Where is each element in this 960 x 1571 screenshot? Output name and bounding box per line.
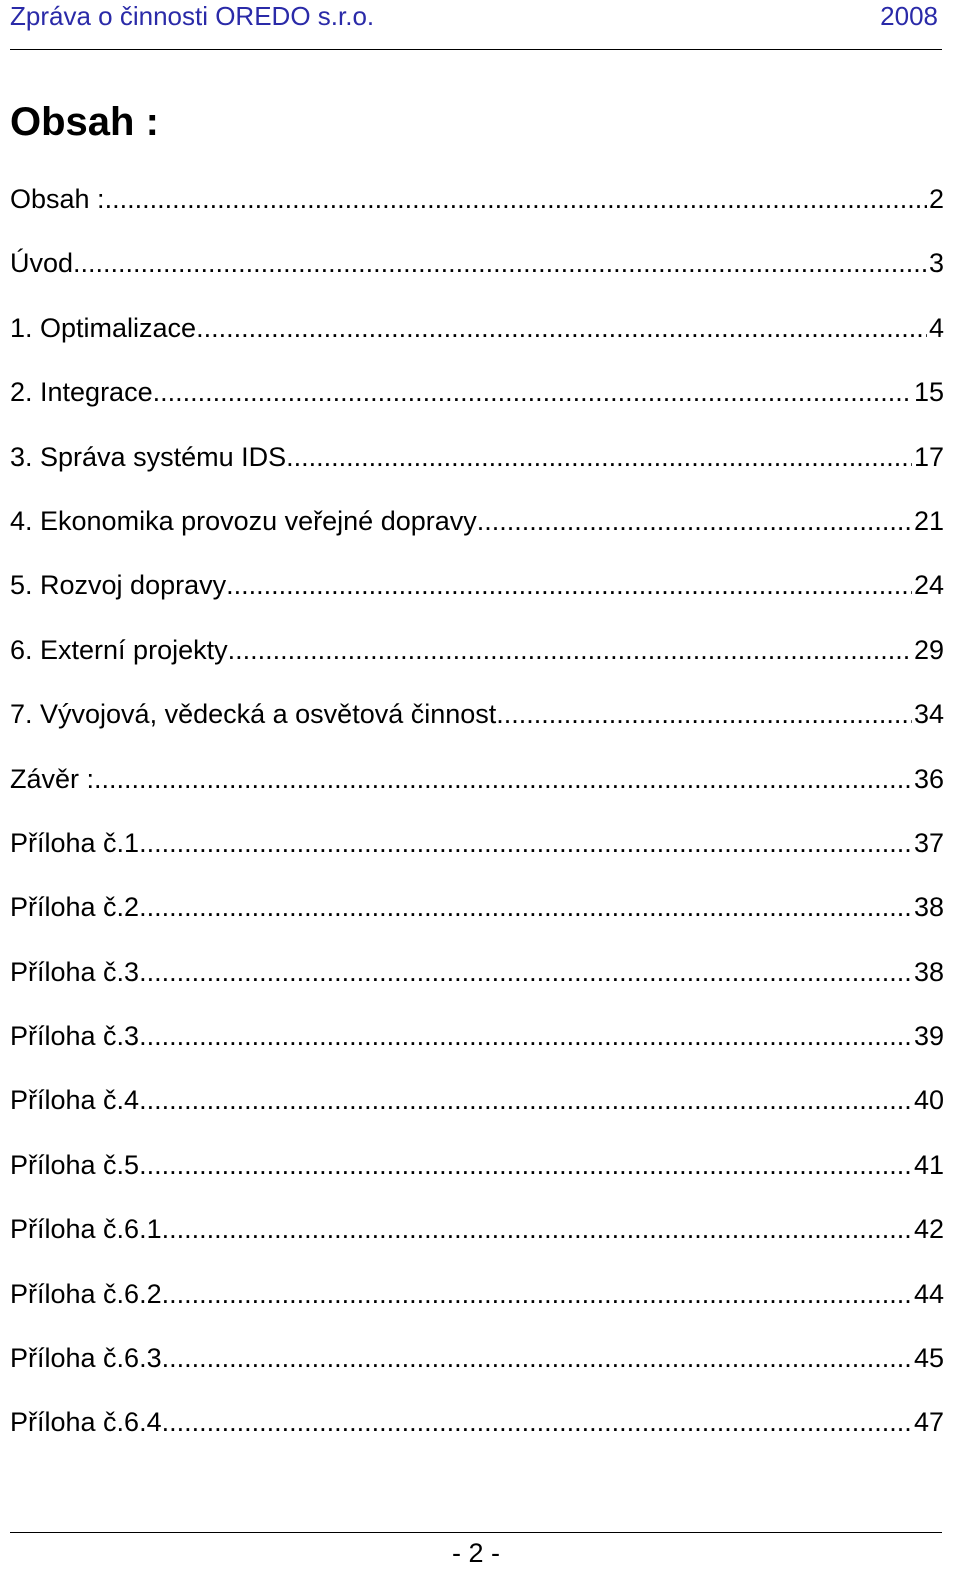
toc-entry-title: Příloha č.2 bbox=[10, 892, 140, 923]
toc-dot-leader bbox=[139, 1015, 912, 1057]
toc-entry[interactable] bbox=[10, 758, 944, 822]
toc-dot-leader bbox=[139, 886, 912, 928]
toc-entry-page: 4 bbox=[928, 312, 944, 343]
toc-entry-page: 39 bbox=[913, 1021, 944, 1052]
toc-entry-page: 29 bbox=[913, 634, 944, 665]
toc-entry-page: 2 bbox=[928, 184, 944, 214]
toc-entry[interactable] bbox=[10, 500, 944, 564]
toc-entry-title: Příloha č.1 bbox=[10, 827, 140, 858]
toc-entry-title: Obsah : bbox=[10, 184, 105, 214]
toc-entry-page: 37 bbox=[913, 827, 944, 858]
toc-dot-leader bbox=[228, 629, 912, 671]
toc-entry-title: 6. Externí projekty bbox=[10, 634, 228, 665]
toc-entry[interactable] bbox=[10, 1401, 944, 1465]
toc-dot-leader bbox=[162, 1337, 912, 1379]
toc-entry-title: Příloha č.6.3 bbox=[10, 1343, 162, 1374]
toc-entry-page: 40 bbox=[913, 1085, 944, 1116]
toc-entry-page: 3 bbox=[928, 248, 944, 279]
toc-entry-title: 1. Optimalizace bbox=[10, 312, 197, 343]
toc-entry-title: 4. Ekonomika provozu veřejné dopravy bbox=[10, 505, 477, 536]
page-header bbox=[10, 0, 942, 50]
toc-entry[interactable] bbox=[10, 822, 944, 886]
toc-dot-leader bbox=[196, 307, 927, 349]
toc-entry[interactable] bbox=[10, 1208, 944, 1272]
toc-entry-page: 38 bbox=[913, 956, 944, 987]
toc-entry[interactable] bbox=[10, 1273, 944, 1337]
toc-entry[interactable] bbox=[10, 436, 944, 500]
toc-dot-leader bbox=[477, 500, 912, 542]
toc-entry[interactable] bbox=[10, 693, 944, 757]
toc-entry-title: Příloha č.6.2 bbox=[10, 1278, 162, 1309]
toc-entry-page: 17 bbox=[913, 441, 944, 472]
toc-entry[interactable] bbox=[10, 1337, 944, 1401]
toc-entry[interactable] bbox=[10, 951, 944, 1015]
toc-entry-title: 5. Rozvoj dopravy bbox=[10, 570, 227, 601]
toc-entry[interactable] bbox=[10, 307, 944, 371]
page-number: - 2 - bbox=[451, 1538, 500, 1568]
toc-entry-page: 45 bbox=[913, 1343, 944, 1374]
toc-dot-leader bbox=[139, 951, 912, 993]
toc-entry-page: 24 bbox=[913, 570, 944, 601]
toc-entry-title: 3. Správa systému IDS bbox=[10, 441, 287, 472]
toc-entry-page: 41 bbox=[913, 1149, 944, 1180]
toc-entry[interactable] bbox=[10, 1015, 944, 1079]
toc-entry-title: Příloha č.6.4 bbox=[10, 1407, 162, 1438]
header-year: 2008 bbox=[880, 1, 938, 31]
toc-entry-title: Příloha č.5 bbox=[10, 1149, 140, 1180]
toc-entry[interactable] bbox=[10, 1144, 944, 1208]
toc-entry-title: Příloha č.3 bbox=[10, 956, 140, 987]
toc-entry-title: Příloha č.4 bbox=[10, 1085, 140, 1116]
toc-entry-page: 15 bbox=[913, 377, 944, 408]
toc-heading: Obsah : bbox=[10, 100, 159, 144]
toc-dot-leader bbox=[139, 1079, 912, 1121]
toc-entry-title: 2. Integrace bbox=[10, 377, 153, 408]
toc-dot-leader bbox=[162, 1273, 912, 1315]
toc-entry-title: Úvod bbox=[10, 248, 74, 279]
toc-dot-leader bbox=[162, 1401, 912, 1443]
toc-entry[interactable] bbox=[10, 371, 944, 435]
toc-entry[interactable] bbox=[10, 629, 944, 693]
toc-entry-page: 44 bbox=[913, 1278, 944, 1309]
toc-entry-page: 34 bbox=[913, 699, 944, 730]
toc-entry-page: 38 bbox=[913, 892, 944, 923]
toc-dot-leader bbox=[139, 1144, 912, 1186]
toc-dot-leader bbox=[286, 436, 912, 478]
toc-entry-page: 47 bbox=[913, 1407, 944, 1438]
toc-dot-leader bbox=[139, 822, 912, 864]
toc-entry[interactable] bbox=[10, 886, 944, 950]
page-footer bbox=[10, 1532, 942, 1571]
toc-dot-leader bbox=[105, 178, 927, 220]
toc-dot-leader bbox=[226, 564, 912, 606]
toc-dot-leader bbox=[496, 693, 912, 735]
toc-entry-page: 21 bbox=[913, 505, 944, 536]
toc-entry-page: 42 bbox=[913, 1214, 944, 1245]
toc-entry[interactable] bbox=[10, 564, 944, 628]
toc-entry[interactable] bbox=[10, 178, 944, 242]
toc-dot-leader bbox=[153, 371, 912, 413]
toc-dot-leader bbox=[73, 242, 927, 284]
toc-entry-title: 7. Vývojová, vědecká a osvětová činnost bbox=[10, 699, 497, 730]
toc-entry-title: Závěr : bbox=[10, 763, 95, 794]
toc-entry-title: Příloha č.3 bbox=[10, 1021, 140, 1052]
toc-entry-title: Příloha č.6.1 bbox=[10, 1214, 162, 1245]
toc-dot-leader bbox=[94, 758, 912, 800]
toc-entry[interactable] bbox=[10, 242, 944, 306]
toc-entry[interactable] bbox=[10, 1079, 944, 1143]
toc-dot-leader bbox=[162, 1208, 912, 1250]
toc-entry-page: 36 bbox=[913, 763, 944, 794]
table-of-contents bbox=[10, 178, 944, 1466]
header-document-title: Zpráva o činnosti OREDO s.r.o. bbox=[10, 1, 375, 31]
